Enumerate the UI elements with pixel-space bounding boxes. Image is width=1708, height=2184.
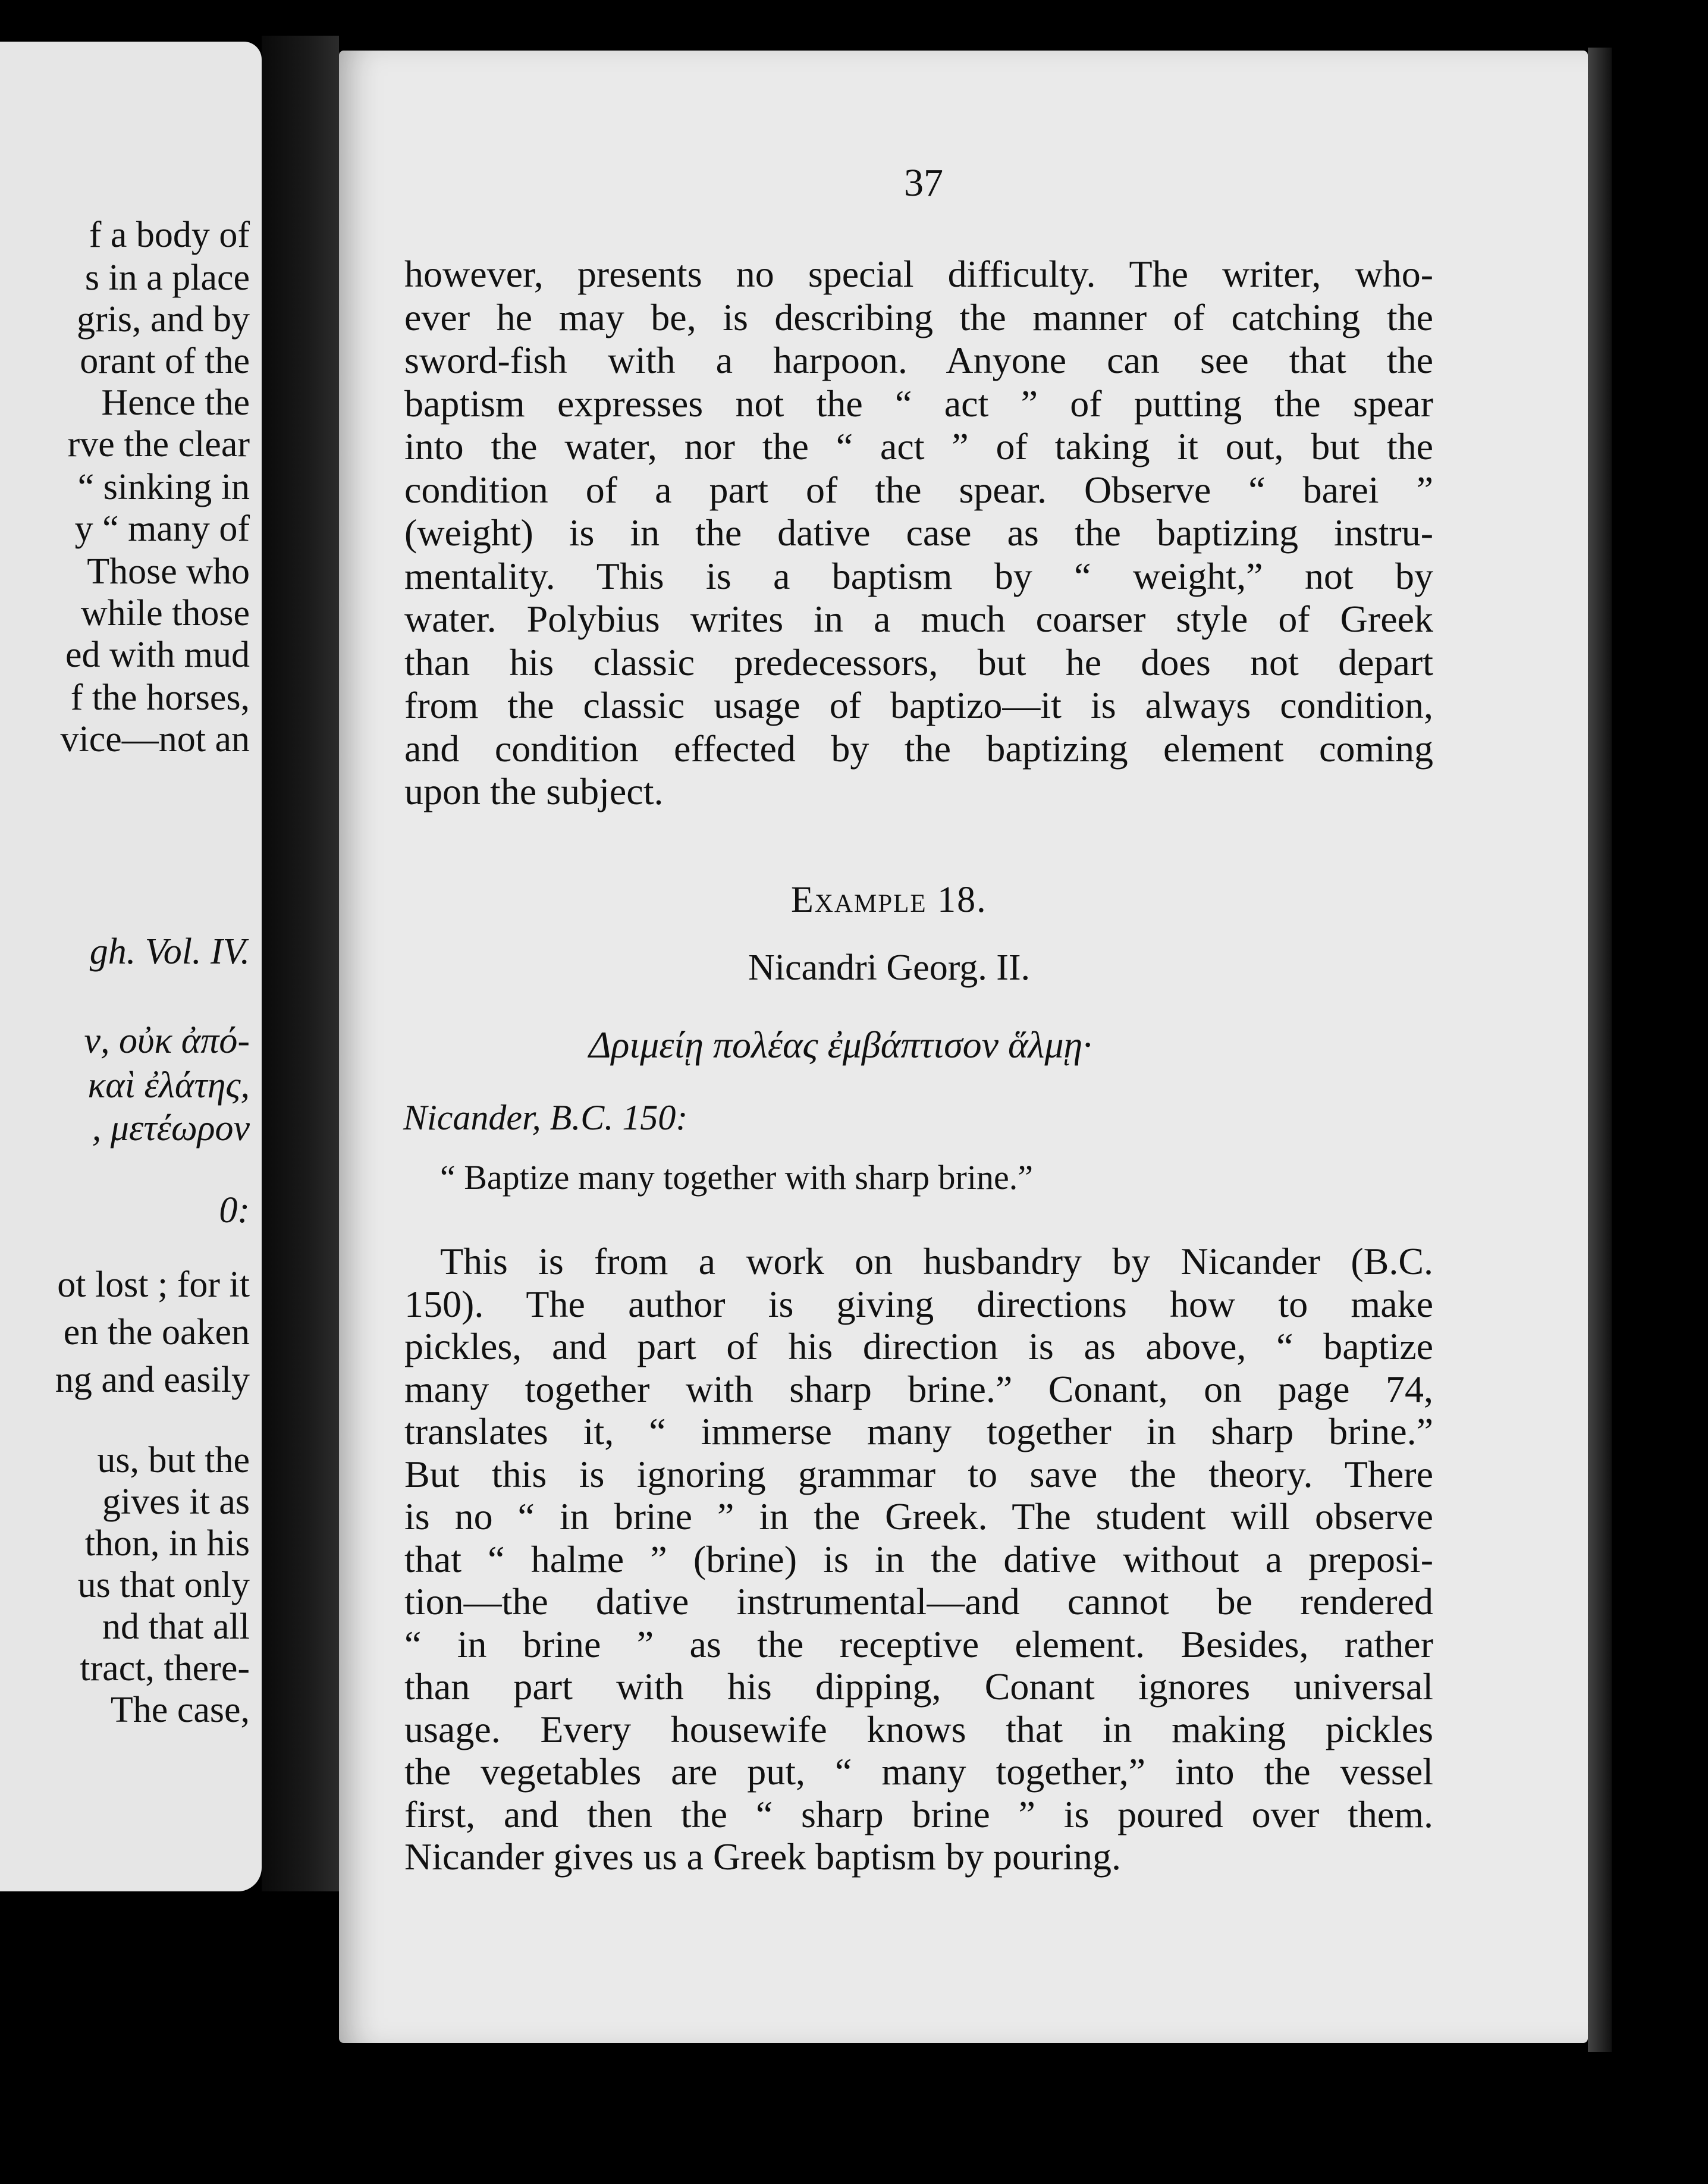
left-page-line: The case, bbox=[110, 1690, 250, 1730]
text-line: than part with his dipping, Conant ignores universal bbox=[404, 1665, 1433, 1708]
text-line: translates it, “ immerse many together in sharp brine.” bbox=[404, 1410, 1433, 1452]
left-page-line: “ sinking in bbox=[77, 467, 250, 507]
left-page-line: vice—not an bbox=[60, 719, 250, 760]
source-heading: Nicandri Georg. II. bbox=[748, 947, 1031, 988]
left-page-line: thon, in his bbox=[84, 1523, 250, 1564]
text-line: usage. Every housewife knows that in making pickles bbox=[404, 1708, 1433, 1750]
page-edge bbox=[1588, 48, 1612, 2052]
left-page-line: ng and easily bbox=[55, 1360, 250, 1400]
left-page-line: ed with mud bbox=[65, 635, 250, 675]
text-line: water. Polybius writes in a much coarser style of Greek bbox=[404, 598, 1433, 640]
left-page-line: us, but the bbox=[97, 1440, 250, 1480]
translation: “ Baptize many together with sharp brine.” bbox=[440, 1158, 1033, 1197]
text-line: Nicander gives us a Greek baptism by pouring. bbox=[404, 1835, 1122, 1878]
text-line: first, and then the “ sharp brine ” is poured over them. bbox=[404, 1793, 1433, 1835]
book-gutter bbox=[262, 36, 339, 1891]
text-line: This is from a work on husbandry by Nicander (B.C. bbox=[440, 1240, 1433, 1282]
text-line: But this is ignoring grammar to save the theory. There bbox=[404, 1452, 1433, 1495]
text-line: the vegetables are put, “ many together,” into the vessel bbox=[404, 1750, 1433, 1793]
text-line: sword-fish with a harpoon. Anyone can see that the bbox=[404, 339, 1433, 381]
text-line: however, presents no special difficulty. The writer, who- bbox=[404, 253, 1433, 295]
example-heading bbox=[791, 879, 987, 921]
example-heading-text: Example 18. bbox=[791, 880, 987, 920]
text-line: “ in brine ” as the receptive element. Besides, rather bbox=[404, 1623, 1433, 1665]
left-page-line: 0: bbox=[219, 1190, 250, 1231]
text-line: many together with sharp brine.” Conant, on page 74, bbox=[404, 1367, 1433, 1410]
left-page-line: f a body of bbox=[89, 215, 250, 255]
left-page-line: us that only bbox=[77, 1565, 250, 1605]
left-page-fragment bbox=[0, 42, 262, 1891]
text-line: into the water, nor the “ act ” of taking it out, but the bbox=[404, 425, 1433, 467]
page-number: 37 bbox=[904, 161, 943, 205]
left-page-line: s in a place bbox=[84, 258, 250, 298]
left-page-line: en the oaken bbox=[63, 1312, 250, 1353]
text-line: condition of a part of the spear. Observe “ barei ” bbox=[404, 468, 1433, 511]
left-page-line: gives it as bbox=[102, 1482, 250, 1522]
left-page-line: orant of the bbox=[80, 341, 250, 381]
greek-quotation: Δριμείῃ πολέας ἐμβάπτισον ἅλμῃ· bbox=[589, 1024, 1092, 1066]
left-page-line: while those bbox=[80, 593, 250, 633]
left-page-line: gh. Vol. IV. bbox=[89, 931, 250, 972]
text-line: than his classic predecessors, but he does not depart bbox=[404, 641, 1433, 683]
left-page-line: nd that all bbox=[102, 1606, 250, 1647]
left-page-line: tract, there- bbox=[80, 1648, 250, 1689]
left-page-line: καὶ ἐλάτης, bbox=[87, 1065, 250, 1106]
text-line: upon the subject. bbox=[404, 770, 664, 812]
text-line: 150). The author is giving directions how to make bbox=[404, 1282, 1433, 1325]
text-line: and condition effected by the baptizing element coming bbox=[404, 727, 1433, 770]
left-page-line: f the horses, bbox=[70, 677, 250, 718]
text-line: (weight) is in the dative case as the baptizing instru- bbox=[404, 512, 1433, 554]
left-page-line: y “ many of bbox=[74, 509, 250, 549]
text-line: ever he may be, is describing the manner of catching the bbox=[404, 296, 1433, 338]
left-page-line: rve the clear bbox=[67, 424, 250, 465]
left-page-line: Those who bbox=[87, 551, 250, 592]
text-line: mentality. This is a baptism by “ weight,” not by bbox=[404, 554, 1433, 597]
text-line: tion—the dative instrumental—and cannot be rendered bbox=[404, 1580, 1433, 1623]
citation: Nicander, B.C. 150: bbox=[403, 1098, 688, 1137]
left-page-line: gris, and by bbox=[76, 299, 250, 340]
left-page-line: ν, οὐκ ἀπό- bbox=[84, 1021, 250, 1061]
text-line: pickles, and part of his direction is as above, “ baptize bbox=[404, 1325, 1433, 1367]
left-page-line: , μετέωρον bbox=[92, 1108, 250, 1149]
left-page-line: ot lost ; for it bbox=[57, 1264, 250, 1305]
text-line: baptism expresses not the “ act ” of putting the spear bbox=[404, 382, 1433, 425]
text-line: that “ halme ” (brine) is in the dative without a preposi- bbox=[404, 1537, 1433, 1580]
left-page-line: Hence the bbox=[101, 382, 250, 423]
text-line: is no “ in brine ” in the Greek. The student will observe bbox=[404, 1495, 1433, 1537]
text-line: from the classic usage of baptizo—it is always condition, bbox=[404, 684, 1433, 726]
